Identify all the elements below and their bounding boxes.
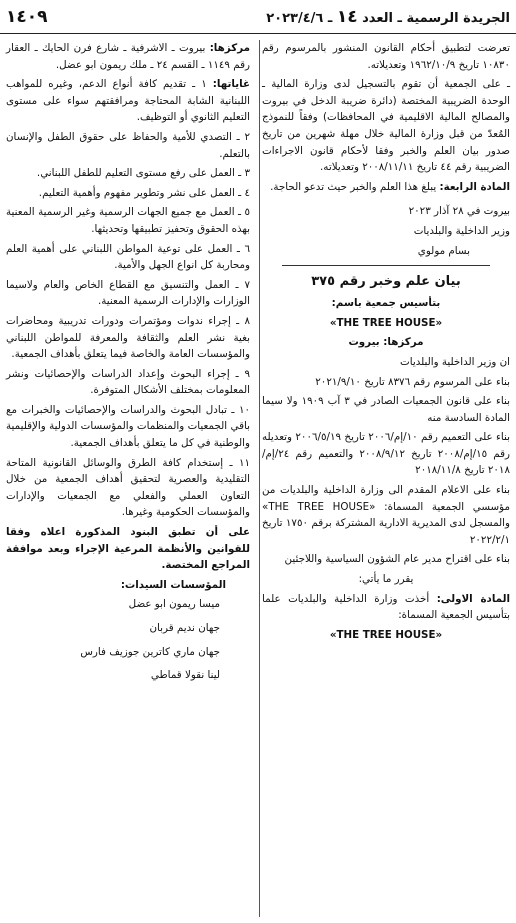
article-label: المادة الاولى: [436,592,510,605]
column-divider [259,40,260,917]
goal-item [6,76,250,126]
association-name-2: «THE TREE HOUSE» [329,628,443,641]
founder-name: لينا نقولا قماطي [150,669,220,682]
association-name: «THE TREE HOUSE» [329,316,443,329]
article-label: المادة الرابعة: [439,180,510,193]
article-one [262,591,510,624]
goals-label: غاياتها: [212,78,250,91]
condition-text: على أن تطبق البنود المذكورة اعلاه وفقا للقوانين والأنظمة المرعية الإجراء وبعد موافقة المراجع المختصة. [6,526,250,572]
goal-item: ٣ ـ العمل على رفع مستوى التعليم للطفل اللبناني. [36,167,250,180]
page-header [0,0,516,34]
founder-name: جهان ماري كاترين جوزيف فارس [80,645,220,658]
hq-label: مركزها: [383,336,424,349]
divider-line [282,265,490,266]
paragraph: بناء على التعميم رقم ١٠/إم/٢٠٠٦ تاريخ ٢٠٠٦/٥/١٩ وتعديله رقم ١٥/إم/٢٠٠٨ تاريخ ٢٠٠٨/٩/١٢ والتعميم رقم ٢٤/إم/٢٠١٨ تاريخ ٢٠١٨/١١/٨ [262,431,510,477]
goal-item: ١١ ـ إستخدام كافة الطرق والوسائل القانونية المتاحة التقليدية والعصرية لتحقيق أهداف الجمعية من خلال التعاون العملي والفعلي مع الجمعيات والإدارات والمؤسسات الحكومية وغيرها. [6,456,250,519]
goal-item: ٧ ـ العمل والتنسيق مع القطاع الخاص والعام ولاسيما الوزارات والإدارات الرسمية المعنية. [6,278,250,308]
notice-subtitle: بتأسيس جمعية باسم: [331,297,441,310]
decision-line: يقرر ما يأتي: [358,573,414,586]
article-text: يبلغ هذا العلم والخبر حيث تدعو الحاجة. [270,180,440,193]
hq-label: مركزها: [209,42,250,54]
gazette-title [266,7,510,27]
founders-label: المؤسسات السيدات: [120,578,226,591]
minister-title: وزير الداخلية والبلديات [413,224,510,237]
founder-name: ميسا ريمون ابو عضل [128,598,220,611]
goal-text: ١ ـ تقديم كافة أنواع الدعم، وغيره للمواهب اللبنانية الشابة المحتاجة ومرافقتهم سواء على مستوى التعليم الثانوي أو التوظيف. [6,78,250,124]
minister-name: بسام مولوي [417,244,470,257]
founder-name: جهان نديم قربان [149,622,220,634]
article-text: أخذت وزارة الداخلية والبلديات علما بتأسيس الجمعية المسماة: [262,592,510,622]
goal-item: ٦ ـ العمل على توعية المواطن اللبناني على أهمية العلم ومحاربة كل انواع الجهل والأمية. [6,242,250,272]
hq-value: بيروت [348,336,384,349]
goal-item: ١٠ ـ تبادل البحوث والدراسات والإحصائيات والخبرات مع باقي الجمعيات والمنظمات والمؤسسات الدولية والإقليمية والوطنية في كل ما يتعلق بأهداف الجمعية. [6,403,250,450]
notice-title: بيان علم وخبر رقم ٣٧٥ [311,274,461,290]
founders-list [6,596,250,683]
paragraph: بناء على اقتراح مدير عام الشؤون السياسية واللاجئين [284,553,510,566]
goal-item: ٨ ـ إجراء ندوات ومؤتمرات ودورات تدريبية ومحاضرات بغية نشر العلم والثقافة والمعرفة للمواطن اللبناني والمؤسسات العامة والخاصة فيما يتعلق بأهداف الجمعية. [6,314,250,361]
headquarters [262,334,510,351]
goal-item: ٥ ـ العمل مع جميع الجهات الرسمية وغير الرسمية المعنية بهذه الحقوق وتحفيز تطبيقها وتحديثها. [6,206,250,235]
paragraph: بناء على المرسوم رقم ٨٣٧٦ تاريخ ٢٠٢١/٩/١٠ [315,375,510,388]
paragraph: بناء على الاعلام المقدم الى وزارة الداخلية والبلديات من مؤسسي الجمعية المسماة: «THE TREE HOUSE» والمسجل لدى المديرية الادارية المشتركة برقم ١٧٥٠ تاريخ ٢٠٢٢/٢/١ [262,484,511,546]
paragraph: بناء على قانون الجمعيات الصادر في ٣ آب ١٩٠٩ ولا سيما المادة السادسة منه [262,395,511,424]
left-column [6,40,250,691]
paragraph: ـ على الجمعية أن تقوم بالتسجيل لدى وزارة المالية ـ الوحدة الضريبية المختصة (دائرة ضريبة الدخل في بيروت والمصالح المالية الاقليمية في المحافظات) وفقاً للنموذج المُعدّ من قبل وزارة المالية خلال مهلة شهرين من تاريخ صدور بيان العلم والخبر وفقا لأحكام قانون الاجراءات الضريبية رقم ٤٤ تاريخ ٢٠٠٨/١١/١١ وتعديلاته. [262,78,510,174]
goal-item: ٤ ـ العمل على نشر وتطوير مفهوم وأهمية التعليم. [38,186,250,199]
gazette-name: الجريدة الرسمية ـ العدد [362,10,510,26]
issue-number: ١٤ [336,6,358,27]
headquarters-address [6,40,250,73]
place-date: بيروت في ٢٨ آذار ٢٠٢٣ [408,205,510,218]
right-column [262,40,510,646]
issue-date: ـ ٢٠٢٣/٤/٦ [266,10,333,26]
paragraph: ان وزير الداخلية والبلديات [400,355,510,368]
paragraph: تعرضت لتطبيق أحكام القانون المنشور بالمرسوم رقم ١٠٨٣٠ تاريخ ١٩٦٢/١٠/٩ وتعديلاته. [262,42,510,71]
page-number: ١٤٠٩ [6,6,48,27]
article-four [262,179,510,196]
goal-item: ٩ ـ إجراء البحوث وإعداد الدراسات والإحصائيات ونشر المعلومات بمختلف الأشكال المتوفرة. [6,367,250,397]
hq-text: بيروت ـ الاشرفية ـ شارع فرن الحايك ـ العقار رقم ١١٤٩ ـ القسم ٢٤ ـ ملك ريمون ابو عضل. [6,42,250,71]
goal-item: ٢ ـ التصدي للأمية والحفاظ على حقوق الطفل والإنسان بالتعلم. [6,130,250,160]
